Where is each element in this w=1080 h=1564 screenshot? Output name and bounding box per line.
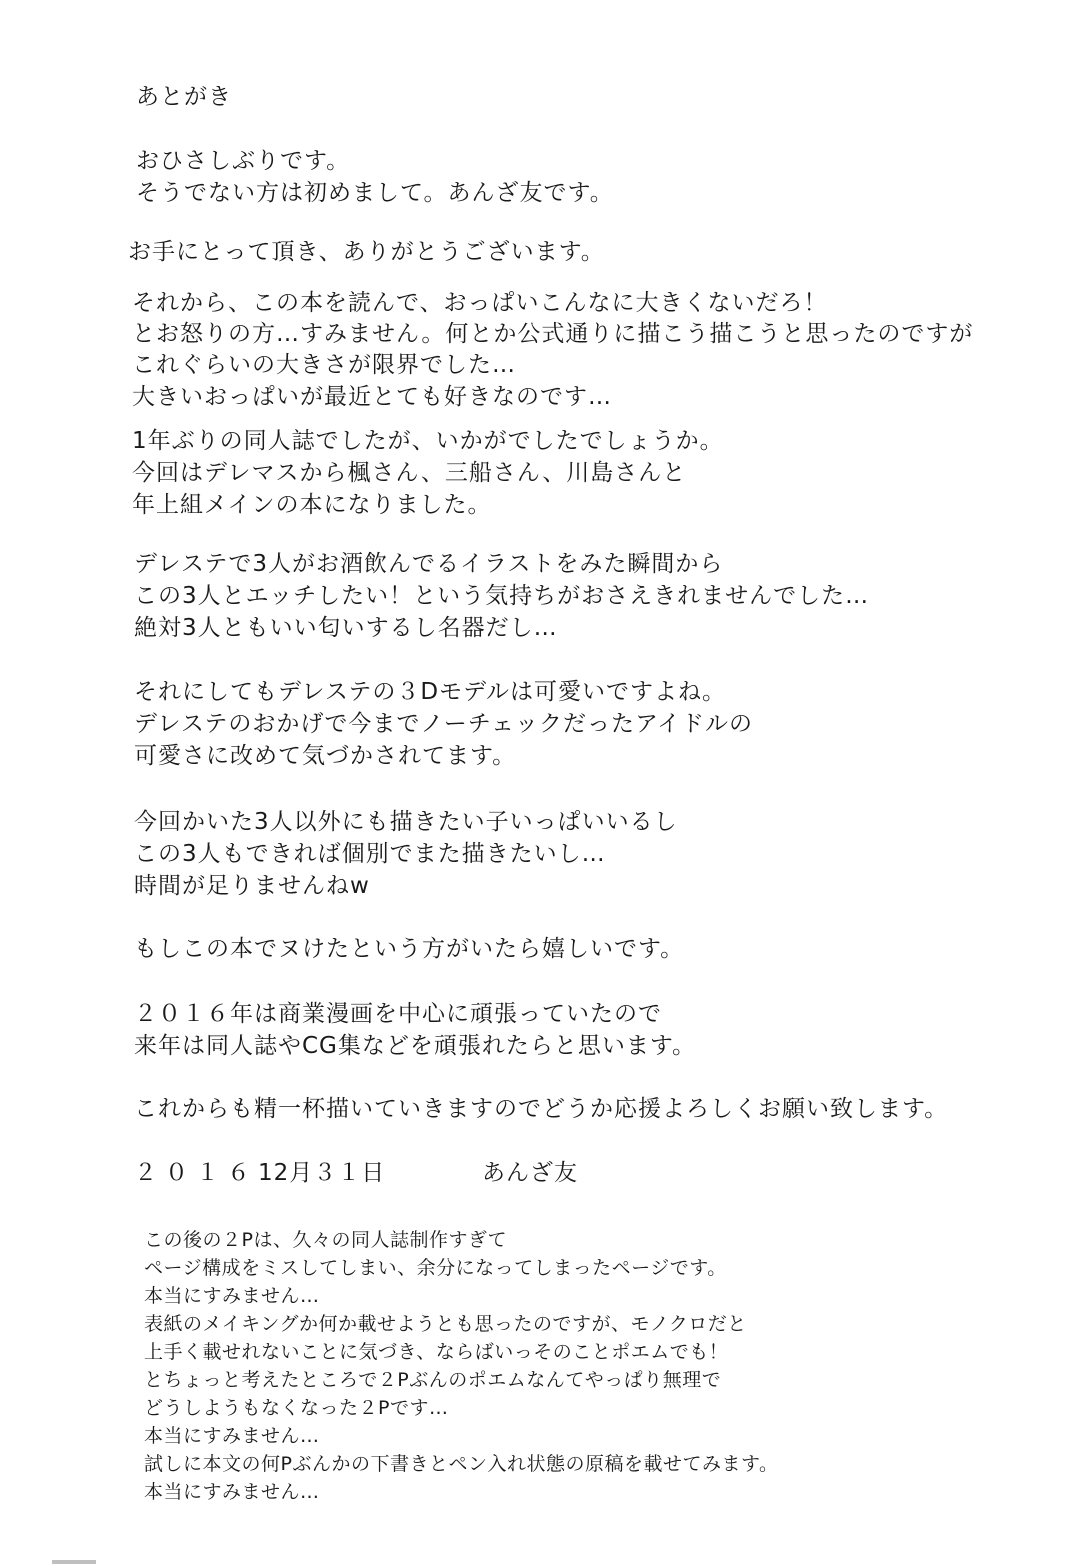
text-line: これぐらいの大きさが限界でした… [132, 352, 516, 378]
text-line: 今回はデレマスから楓さん、三船さん、川島さんと [132, 460, 687, 486]
text-line: もしこの本でヌけたという方がいたら嬉しいです。 [134, 936, 685, 962]
note-line: ページ構成をミスしてしまい、余分になってしまったページです。 [144, 1257, 727, 1279]
text-line: デレステのおかげで今までノーチェックだったアイドルの [134, 711, 753, 737]
text-line: デレステで3人がお酒飲んでるイラストをみた瞬間から [134, 551, 724, 577]
text-line: 1年ぶりの同人誌でしたが、いかがでしたでしょうか。 [132, 428, 724, 454]
text-line: 来年は同人誌やCG集などを頑張れたらと思います。 [134, 1033, 697, 1059]
text-line: とお怒りの方…すみません。何とか公式通りに描こう描こうと思ったのですが [132, 321, 974, 347]
text-line: そうでない方は初めまして。あんざ友です。 [136, 180, 614, 206]
text-line: 大きいおっぱいが最近とても好きなのです… [132, 384, 612, 410]
note-line: 上手く載せれないことに気づき、ならばいっそのことポエムでも！ [144, 1341, 729, 1363]
note-line: どうしようもなくなった２Pです… [144, 1397, 449, 1419]
heading: あとがき [136, 84, 232, 110]
text-line: 絶対3人ともいい匂いするし名器だし… [134, 615, 558, 641]
signature-year: ２０１６ [134, 1160, 258, 1186]
text-line: 時間が足りませんねw [134, 873, 370, 899]
text-line: この3人とエッチしたい！という気持ちがおさえきれませんでした… [134, 583, 870, 609]
text-line: これからも精一杯描いていきますのでどうか応援よろしくお願い致します。 [134, 1096, 949, 1122]
text-line: ２０１６年は商業漫画を中心に頑張っていたので [134, 1001, 662, 1027]
note-line: 本当にすみません… [144, 1285, 320, 1307]
text-line: おひさしぶりです。 [136, 148, 351, 174]
note-line: 本当にすみません… [144, 1481, 320, 1503]
text-line: 今回かいた3人以外にも描きたい子いっぱいいるし [134, 809, 678, 835]
scan-edge-mark [52, 1560, 96, 1564]
note-line: 本当にすみません… [144, 1425, 320, 1447]
text-line: 年上組メインの本になりました。 [132, 492, 492, 518]
note-line: この後の２Pは、久々の同人誌制作すぎて [144, 1229, 507, 1251]
text-line: 可愛さに改めて気づかされてます。 [134, 743, 517, 769]
text-line: お手にとって頂き、ありがとうございます。 [128, 239, 605, 265]
note-line: とちょっと考えたところで２Pぶんのポエムなんてやっぱり無理で [144, 1369, 722, 1391]
note-line: 表紙のメイキングか何か載せようとも思ったのですが、モノクロだと [144, 1313, 747, 1335]
signature-author: あんざ友 [482, 1160, 578, 1186]
text-line: それにしてもデレステの３Dモデルは可愛いですよね。 [134, 679, 726, 705]
text-line: それから、この本を読んで、おっぱいこんなに大きくないだろ！ [132, 290, 828, 316]
note-line: 試しに本文の何Pぶんかの下書きとペン入れ状態の原稿を載せてみます。 [144, 1453, 779, 1475]
text-line: この3人もできれば個別でまた描きたいし… [134, 841, 606, 867]
signature-date: 12月３１日 [258, 1160, 386, 1186]
